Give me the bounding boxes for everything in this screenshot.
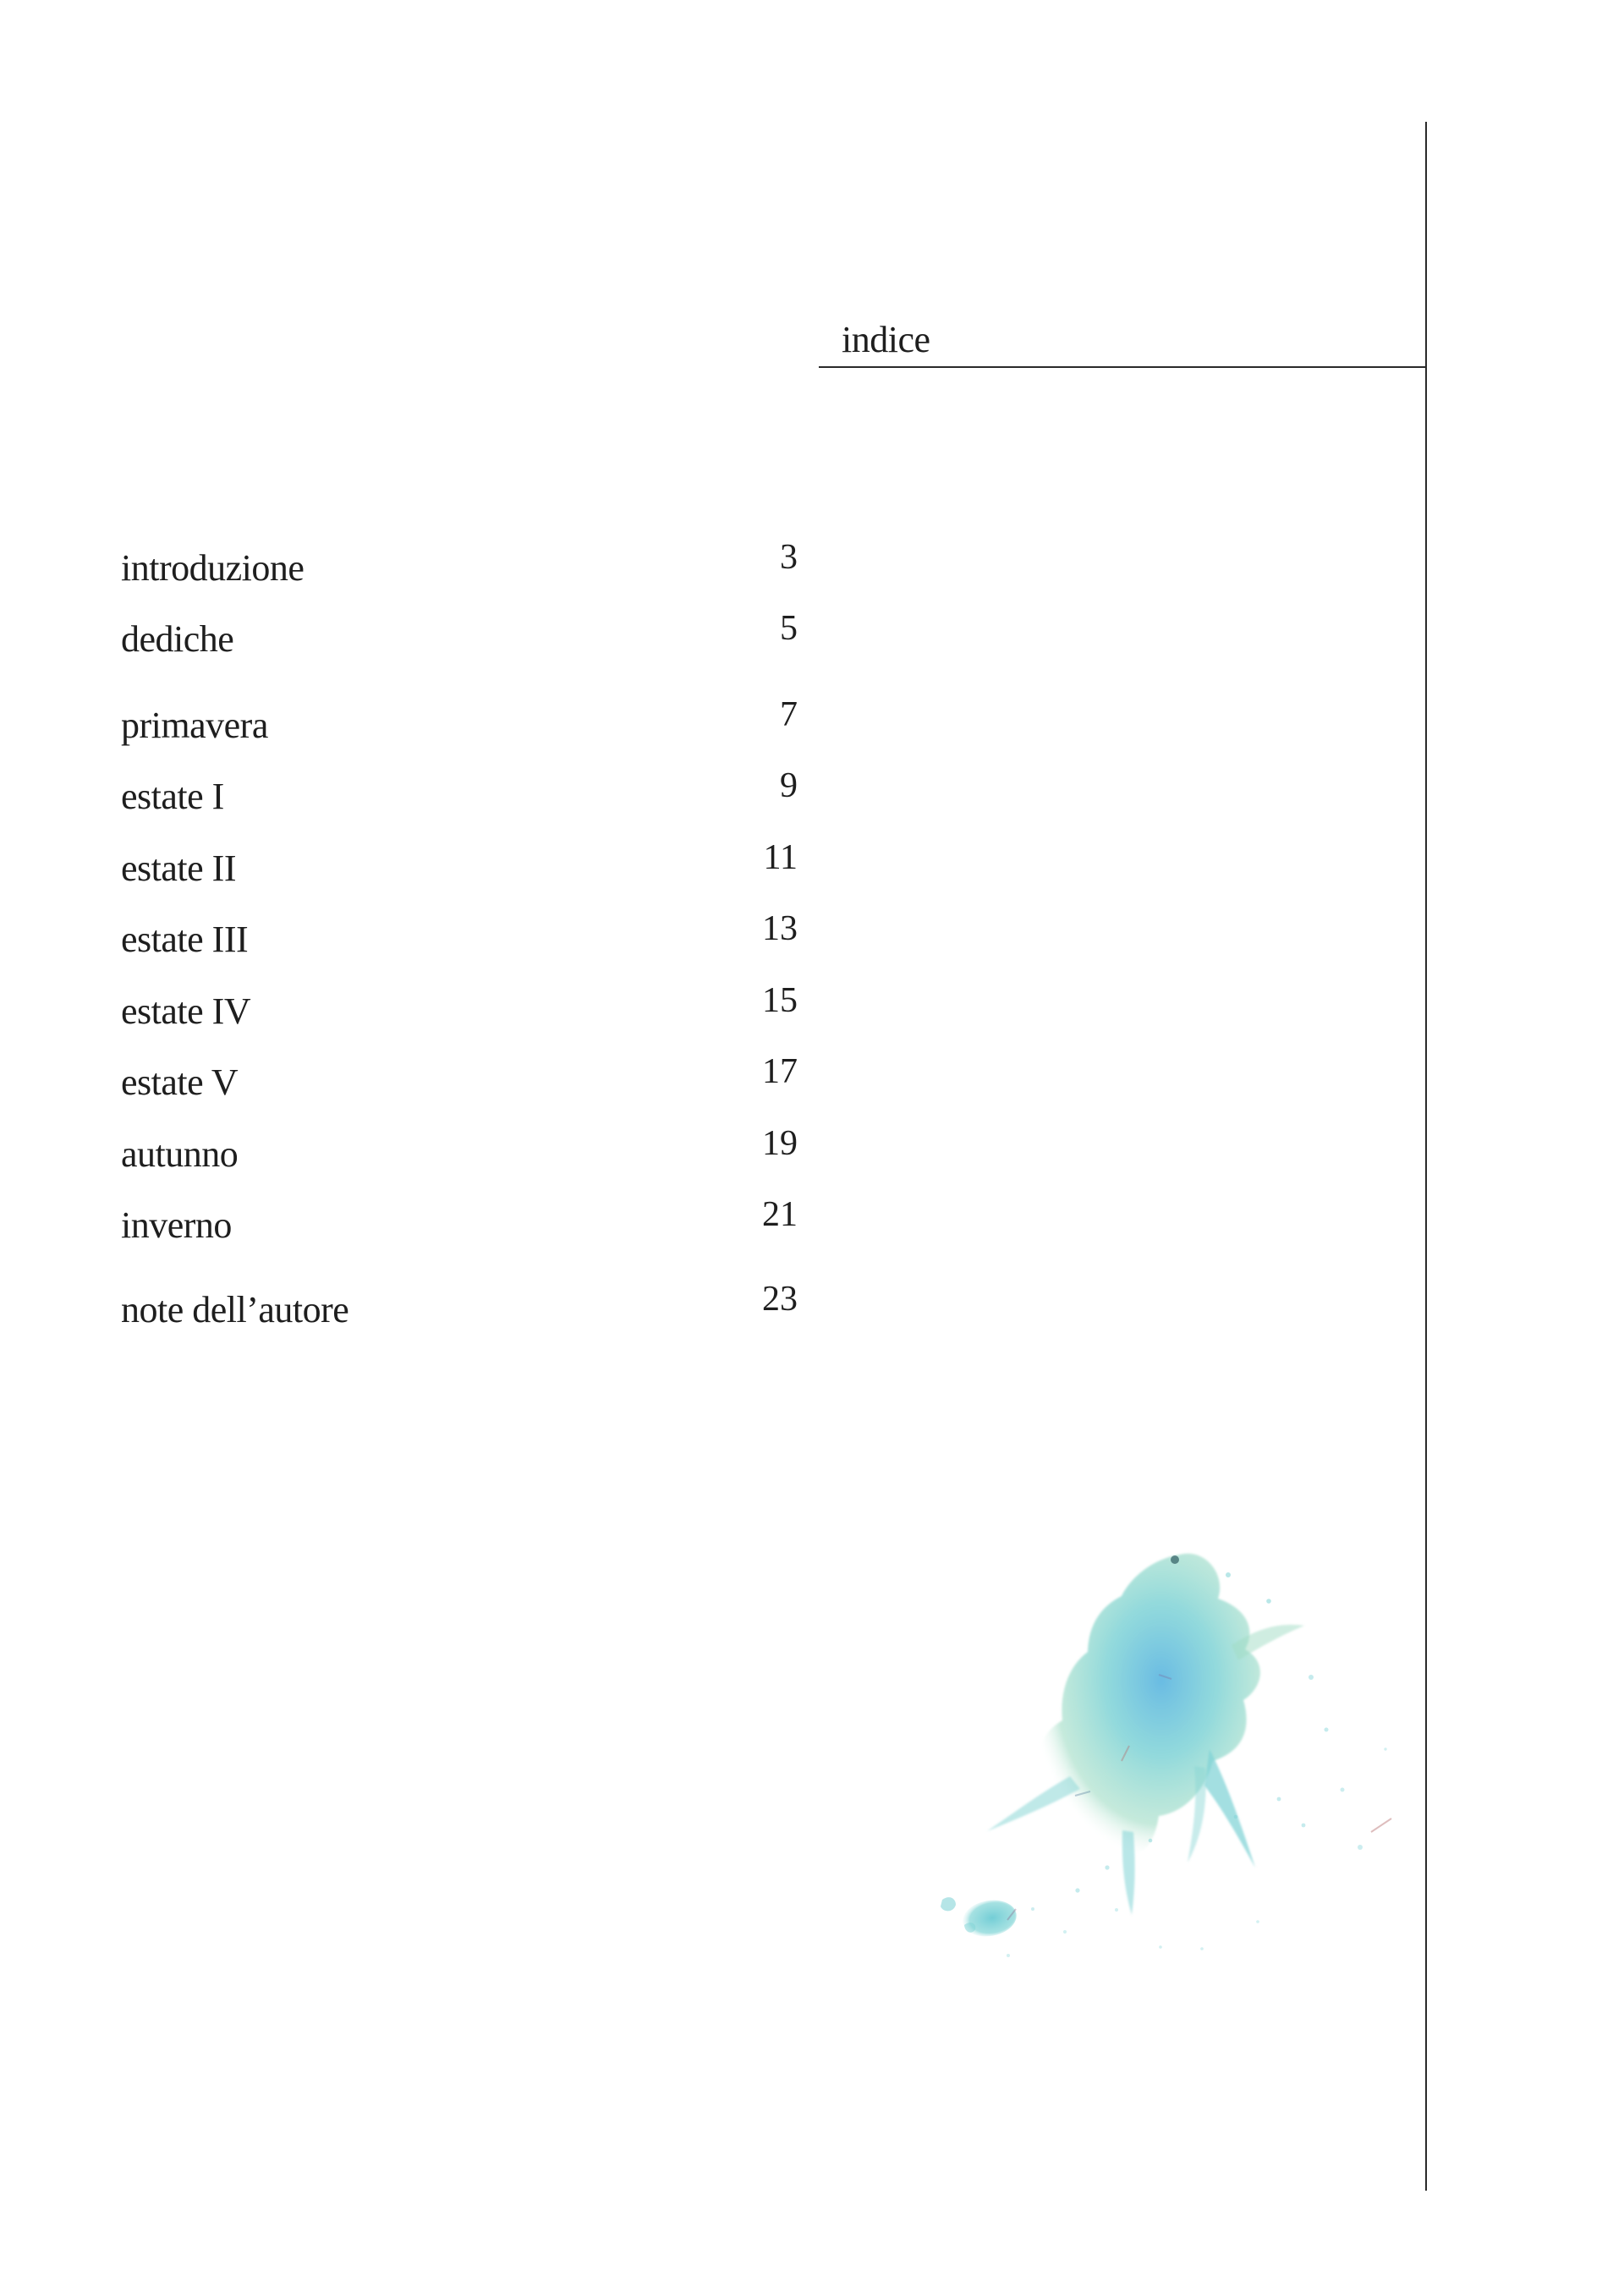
toc-entry-primavera [121,695,798,758]
toc-entry-label: estate I [121,776,224,817]
toc-entry-autunno [121,1124,798,1187]
toc-entry-page: 5 [780,609,798,648]
toc-entry-label: note dell’autore [121,1289,349,1330]
toc-entry-page: 19 [762,1124,798,1163]
toc-entry-inverno [121,1195,798,1258]
toc-entry-estate-iii [121,909,798,972]
toc-entry-label: estate II [121,848,236,889]
toc-entry-page: 3 [780,538,798,577]
toc-entry-page: 23 [762,1280,798,1319]
table-of-contents [121,0,798,1438]
toc-entry-page: 21 [762,1195,798,1234]
toc-entry-page: 9 [780,766,798,805]
toc-entry-estate-v [121,1052,798,1115]
toc-entry-estate-ii [121,838,798,901]
title-underline [819,366,1427,368]
toc-entry-label: introduzione [121,547,304,589]
toc-entry-page: 13 [762,909,798,948]
toc-entry-page: 11 [763,838,798,877]
toc-entry-label: estate IV [121,990,251,1032]
vertical-rule [1425,122,1427,2191]
toc-entry-label: estate V [121,1061,239,1103]
toc-entry-estate-iv [121,981,798,1044]
toc-entry-estate-i [121,766,798,829]
toc-entry-introduzione [121,538,798,601]
page-title: indice [842,319,930,360]
toc-entry-note-dell-autore [121,1280,798,1342]
toc-entry-page: 7 [780,695,798,734]
toc-entry-label: autunno [121,1133,239,1175]
toc-entry-page: 15 [762,981,798,1020]
toc-entry-page: 17 [762,1052,798,1091]
toc-entry-label: dediche [121,618,234,660]
toc-entry-label: estate III [121,919,249,960]
toc-entry-label: primavera [121,705,268,746]
toc-entry-label: inverno [121,1204,232,1246]
watercolor-splash-image [914,1539,1421,1979]
toc-entry-dediche [121,609,798,672]
